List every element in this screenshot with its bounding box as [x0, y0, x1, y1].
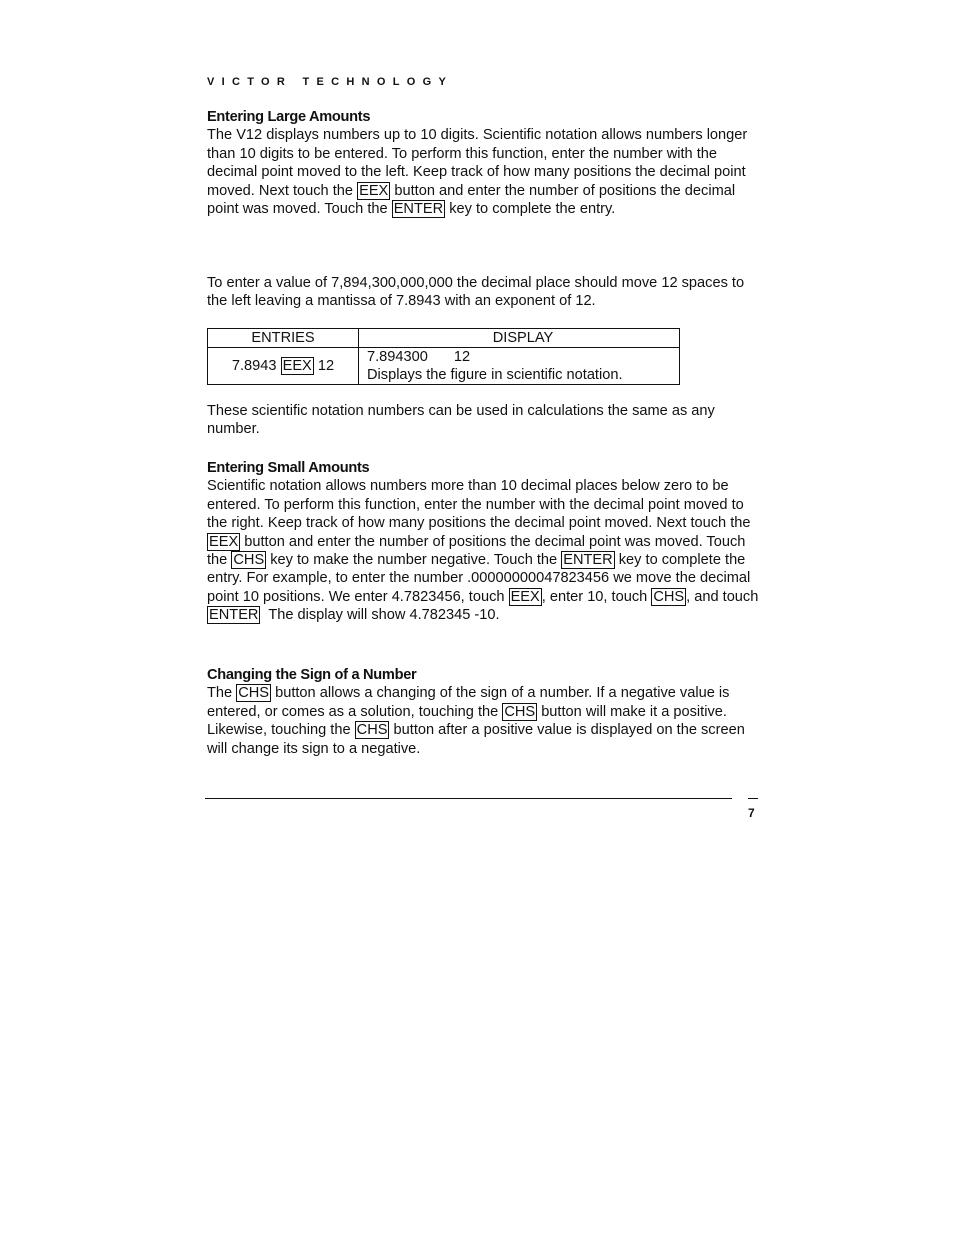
entry-mantissa: 7.8943 [231, 358, 277, 374]
body-text: , enter 10, touch [541, 588, 648, 605]
chs-key-label: CHS [653, 588, 685, 605]
page-number: 7 [748, 806, 755, 820]
section-entering-small-amounts [207, 459, 767, 625]
enter-key-label: ENTER [209, 607, 259, 624]
body-text: The V12 displays numbers up to 10 digits. Scientific notation allows numbers longer than 10 digits to be entered. To perform this function, enter the number with the decimal point moved to the left. Keep track of how many positions the decimal point moved. Next touch the [207, 127, 748, 199]
body-text: key to complete the entry. For example, to enter the number .00000000047823456 we move the decimal point 10 positions. We enter 4.7823456, touch [207, 552, 751, 605]
body-text: key to make the number negative. Touch the [270, 552, 558, 569]
body-text: button after a positive value is displayed on the screen will change its sign to a negative. [207, 722, 745, 757]
table-row [208, 348, 680, 385]
entries-header: ENTRIES [208, 329, 359, 348]
eex-key-label: EEX [510, 588, 540, 605]
chs-key-label: CHS [233, 552, 265, 569]
body-text: The display will show 4.782345 -10. [268, 607, 500, 624]
chs-key-label: CHS [504, 703, 536, 720]
enter-key-label: ENTER [393, 201, 444, 218]
body-text: , and touch [686, 588, 759, 605]
body-text: The [207, 685, 233, 702]
eex-key-label: EEX [209, 533, 239, 550]
chs-key-label: CHS [238, 685, 270, 702]
after-table-text: These scientific notation numbers can be used in calculations the same as any number. [207, 403, 715, 438]
section-heading: Entering Small Amounts [207, 460, 370, 476]
body-text: key to complete the entry. [449, 201, 616, 218]
body-text: button allows a changing of the sign of a number. If a negative value is entered, or comes as a solution, touching the [207, 685, 730, 720]
running-header-brand: VICTOR TECHNOLOGY [207, 76, 454, 88]
section-body [207, 477, 767, 624]
enter-key-label: ENTER [563, 552, 613, 569]
body-text: Scientific notation allows numbers more than 10 decimal places below zero to be entered. To perform this function, enter the number with the decimal point moved to the right. Keep track of how many positions the decimal point moved. Next touch the [207, 478, 751, 532]
table-header-row [208, 329, 680, 348]
after-table-paragraph [207, 402, 767, 439]
example-text: To enter a value of 7,894,300,000,000 the decimal place should move 12 spaces to the left leaving a mantissa of 7.8943 with an exponent of 12. [207, 275, 745, 310]
entry-exponent: 12 [317, 358, 335, 374]
section-body [207, 126, 767, 218]
eex-key-label: EEX [359, 182, 389, 199]
section-heading: Entering Large Amounts [207, 109, 371, 125]
display-exponent: 12 [453, 349, 471, 365]
footer-rule [205, 798, 732, 799]
section-entering-large-amounts [207, 108, 767, 218]
display-header: DISPLAY [359, 329, 680, 348]
body-text: button and enter the number of positions the decimal point was moved. Touch the [207, 182, 736, 218]
entries-cell [208, 348, 359, 385]
example-paragraph [207, 274, 767, 311]
section-changing-sign [207, 666, 767, 758]
display-mantissa: 7.894300 [367, 349, 428, 365]
chs-key-label: CHS [356, 722, 388, 739]
body-text: button will make it a positive. Likewise, touching the [207, 703, 727, 739]
entries-display-table [207, 328, 680, 385]
display-note: Displays the figure in scientific notation. [367, 367, 623, 383]
section-body [207, 684, 767, 758]
footer-rule-short [748, 798, 758, 799]
display-cell [359, 348, 680, 385]
body-text: button and enter the number of positions the decimal point was moved. Touch the [207, 533, 746, 569]
eex-key-label: EEX [282, 358, 312, 374]
section-heading: Changing the Sign of a Number [207, 667, 417, 683]
